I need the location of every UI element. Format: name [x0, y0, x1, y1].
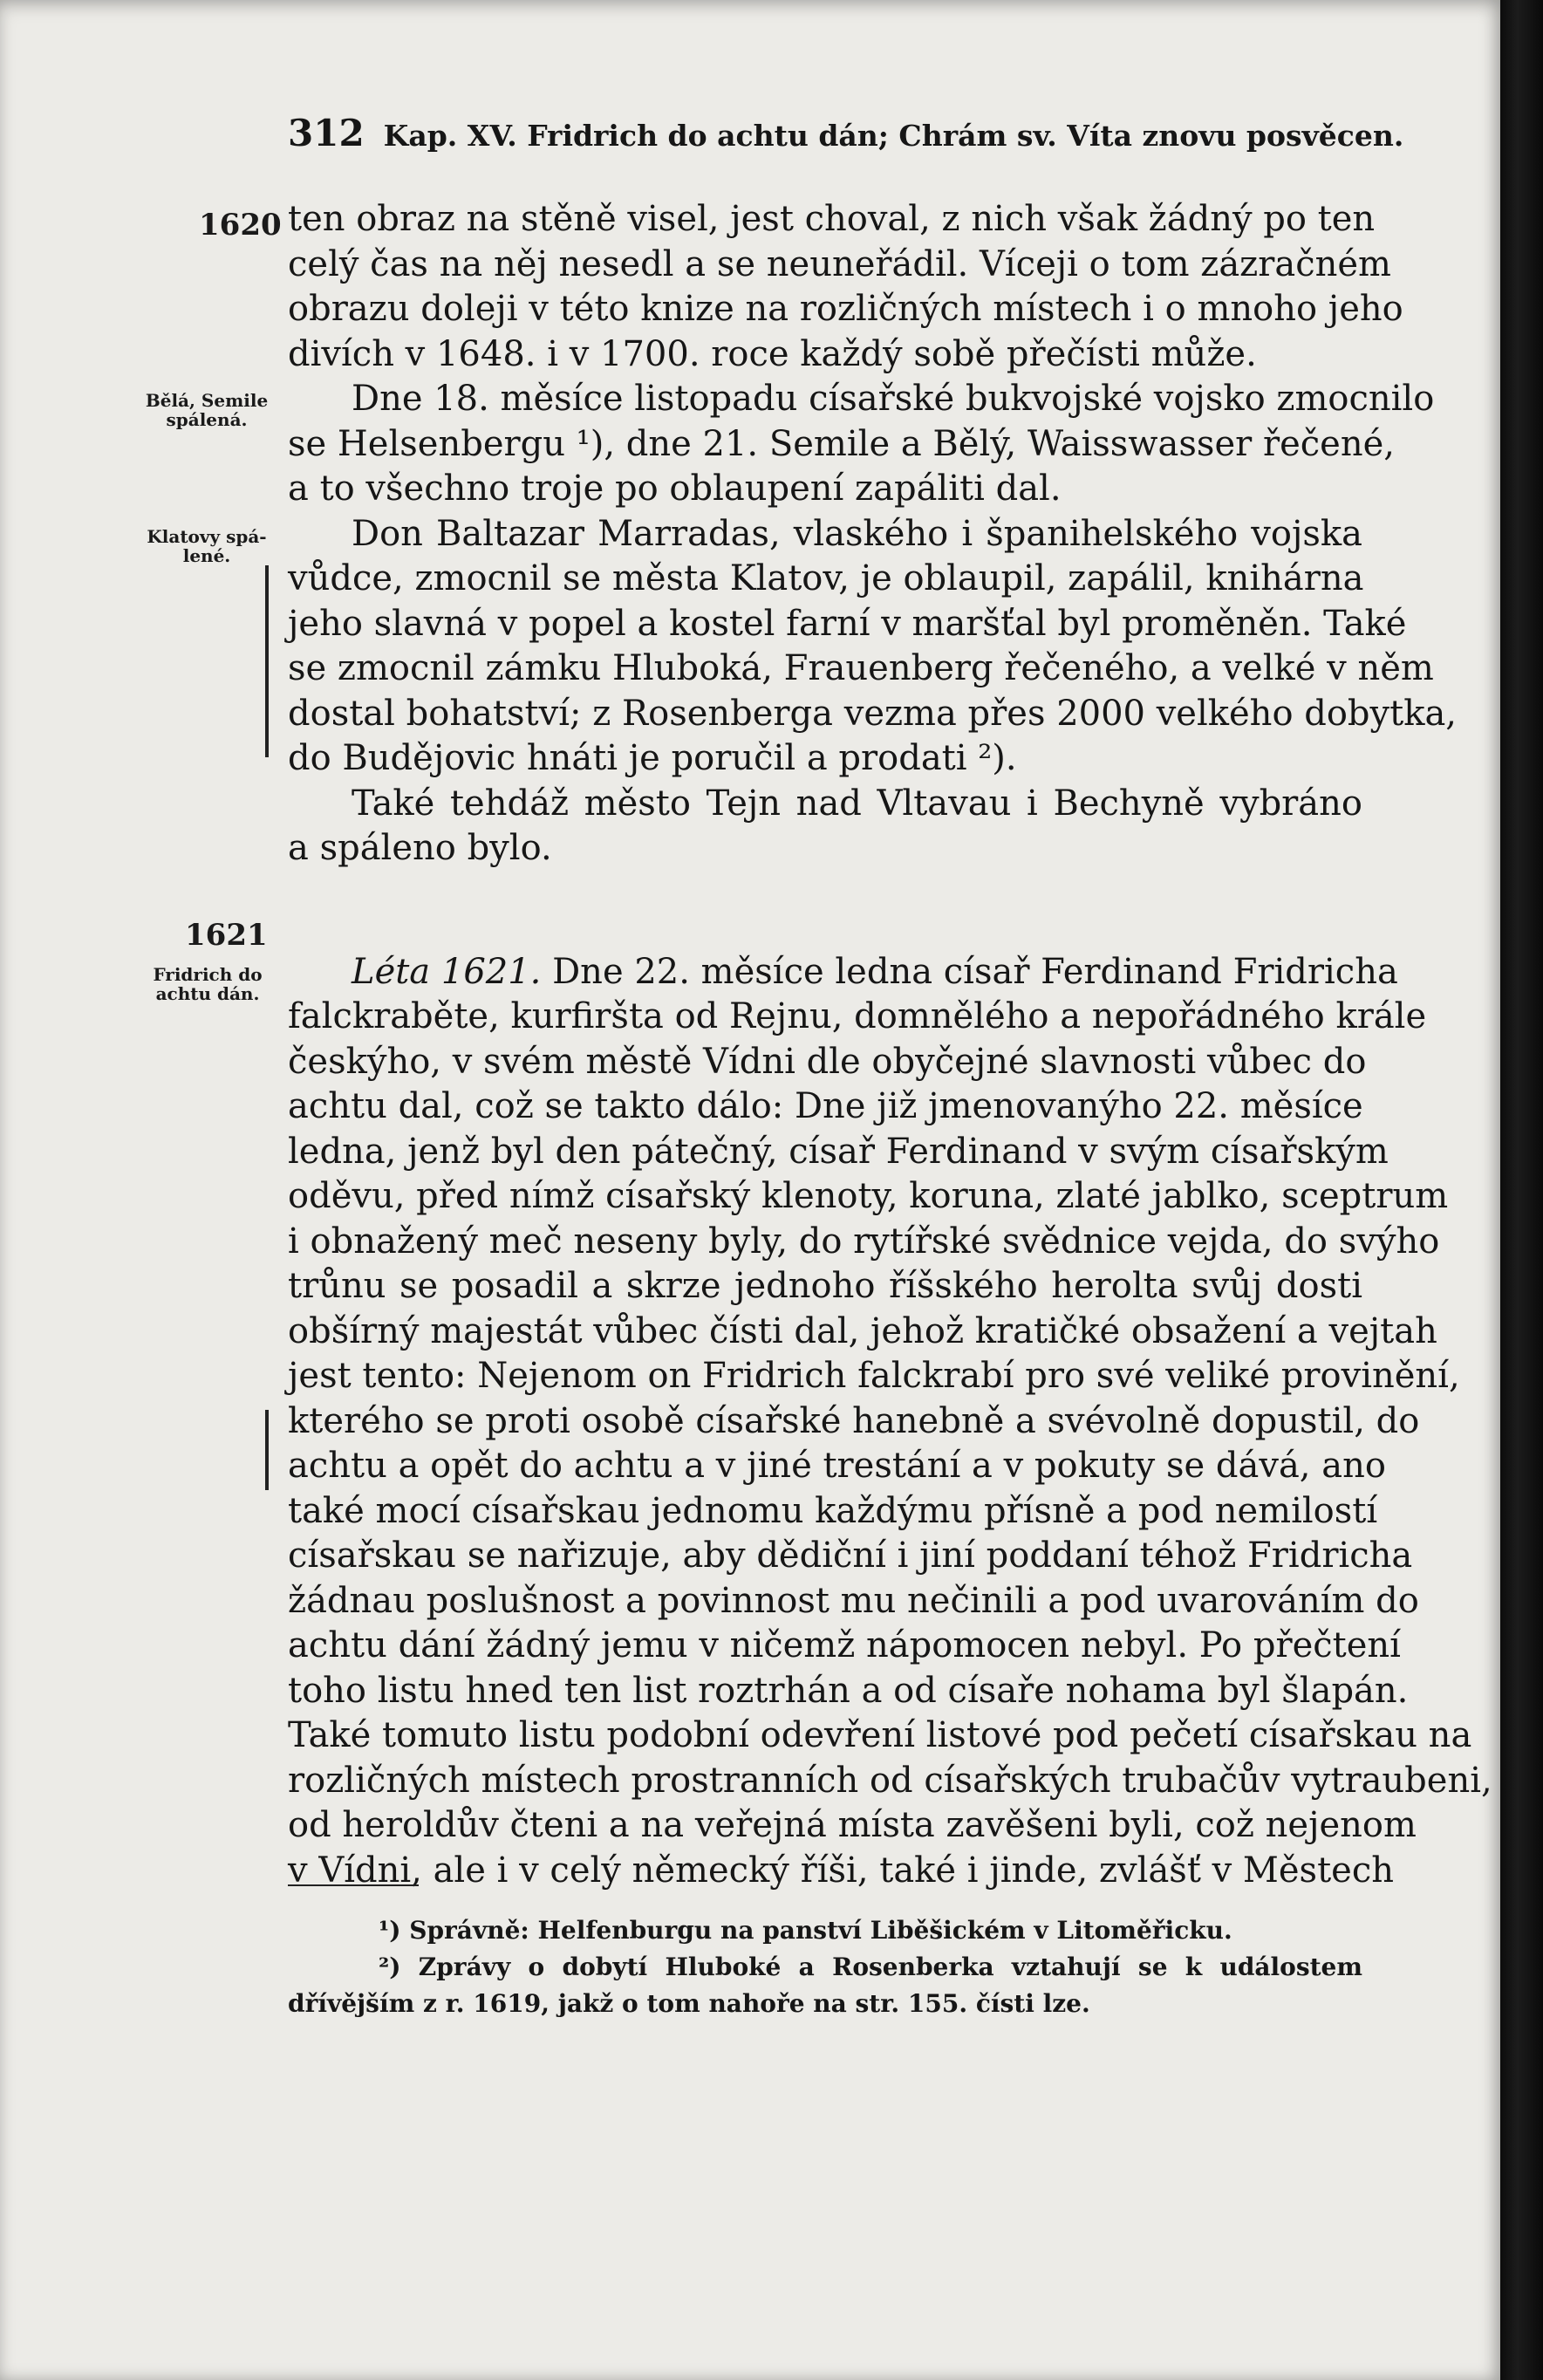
main-text	[288, 197, 1492, 1893]
running-header	[288, 112, 1404, 154]
margin-note-bela	[141, 391, 272, 429]
text-line: také mocí císařskau jednomu každýmu přísně a pod nemilostí	[288, 1490, 1378, 1531]
text-line: rozličných místech prostranních od císařských trubačův vytraubeni,	[288, 1760, 1492, 1801]
page-edge-shadow	[1500, 0, 1543, 2380]
text-line: od heroldův čteni a na veřejná místa zavěšeni byli, což nejenom	[288, 1805, 1417, 1845]
text-line: se zmocnil zámku Hluboká, Frauenberg řečeného, a velké v něm	[288, 648, 1434, 688]
text-line: a to všechno troje po oblaupení zapáliti dal.	[288, 468, 1062, 509]
text-line: kterého se proti osobě císařské hanebně a svévolně dopustil, do	[288, 1400, 1420, 1441]
margin-note-fridrich	[140, 965, 276, 1003]
footnote-2-continued: dřívějším z r. 1619, jakž o tom nahoře na str. 155. čísti lze.	[288, 1989, 1090, 2018]
text-line: achtu a opět do achtu a v jiné trestání a v pokuty se dává, ano	[288, 1446, 1386, 1486]
text-line: do Budějovic hnáti je poručil a prodati ²).	[288, 738, 1017, 778]
margin-note-bela-line1: Bělá, Semile	[145, 390, 269, 411]
text-line: ledna, jenž byl den pátečný, císař Ferdinand v svým císařským	[288, 1131, 1389, 1172]
text-line: se Helsenbergu ¹), dne 21. Semile a Bělý, Waisswasser řečené,	[288, 423, 1395, 464]
text-line: achtu dal, což se takto dálo: Dne již jmenovanýho 22. měsíce	[288, 1086, 1363, 1126]
text-line: obrazu doleji v této knize na rozličných místech i o mnoho jeho	[288, 289, 1403, 329]
text-line: jeho slavná v popel a kostel farní v maršťal byl proměněn. Také	[288, 603, 1407, 644]
text-line: dostal bohatství; z Rosenberga vezma přes 2000 velkého dobytka,	[288, 693, 1457, 734]
running-title: Kap. XV. Fridrich do achtu dán; Chrám sv. Víta znovu posvěcen.	[383, 119, 1404, 153]
text-line: obšírný majestát vůbec čísti dal, jehož kratičké obsažení a vejtah	[288, 1310, 1437, 1351]
text-line: vůdce, zmocnil se města Klatov, je oblaupil, zapálil, knihárna	[288, 558, 1364, 598]
text-line: žádnau poslušnost a povinnost mu nečinili a pod uvarováním do	[288, 1580, 1419, 1621]
text-line: českýho, v svém městě Vídni dle obyčejné slavnosti vůbec do	[288, 1041, 1367, 1082]
text-line: achtu dání žádný jemu v ničemž nápomocen nebyl. Po přečtení	[288, 1625, 1401, 1665]
margin-note-klatovy-line2: lené.	[182, 545, 231, 566]
margin-note-klatovy-line1: Klatovy spá-	[147, 526, 267, 547]
text-line: falckraběte, kurfiršta od Rejnu, domnělého a nepořádného krále	[288, 996, 1427, 1036]
margin-note-bela-line2: spálená.	[166, 409, 248, 430]
margin-note-fridrich-line2: achtu dán.	[155, 983, 260, 1004]
footnote-1: ¹) Správně: Helfenburgu na panství Liběšickém v Litoměřicku.	[379, 1916, 1232, 1945]
section-heading-year: Léta 1621.	[352, 951, 542, 992]
text-line: Dne 18. měsíce listopadu císařské bukvojské vojsko zmocnilo	[352, 379, 1435, 419]
text-line: Také tehdáž město Tejn nad Vltavau i Bechyně vybráno	[352, 783, 1362, 824]
text-line: Don Baltazar Marradas, vlaského i španihelského vojska	[352, 513, 1362, 554]
margin-mark-bar	[265, 565, 269, 757]
text-line: v Vídni, ale i v celý německý říši, také i jinde, zvlášť v Městech	[288, 1850, 1394, 1891]
footnote-separator	[288, 1884, 419, 1886]
text-line	[288, 950, 1398, 995]
text-line: toho listu hned ten list roztrhán a od císaře nohama byl šlapán.	[288, 1670, 1409, 1711]
text-line: divích v 1648. i v 1700. roce každý sobě přečísti může.	[288, 333, 1257, 374]
text-line: celý čas na něj nesedl a se neuneřádil. Víceji o tom zázračném	[288, 243, 1391, 284]
text-line: ten obraz na stěně visel, jest choval, z nich však žádný po ten	[288, 199, 1376, 239]
text-line: trůnu se posadil a skrze jednoho říšského herolta svůj dosti	[288, 1266, 1362, 1306]
text-line: císařskau se nařizuje, aby dědiční i jiní poddaní téhož Fridricha	[288, 1535, 1413, 1576]
text-line: oděvu, před nímž císařský klenoty, koruna, zlaté jablko, sceptrum	[288, 1176, 1449, 1216]
page-number: 312	[288, 112, 365, 154]
text-line: i obnažený meč neseny byly, do rytířské svědnice vejda, do svýho	[288, 1221, 1440, 1262]
margin-year-1620: 1620	[199, 208, 282, 243]
margin-mark-bar	[265, 1410, 269, 1490]
text-line: Také tomuto listu podobní odevření listové pod pečetí císařskau na	[288, 1715, 1472, 1755]
footnotes	[288, 1912, 1362, 2022]
margin-note-fridrich-line1: Fridrich do	[153, 964, 263, 985]
margin-year-1621: 1621	[185, 918, 268, 953]
text-line-rest: Dne 22. měsíce ledna císař Ferdinand Fridricha	[552, 951, 1398, 992]
text-line: jest tento: Nejenom on Fridrich falckrabí pro své veliké provinění,	[288, 1356, 1460, 1396]
text-line: a spáleno bylo.	[288, 828, 552, 868]
footnote-2: ²) Zprávy o dobytí Hluboké a Rosenberka vztahují se k událostem	[379, 1953, 1362, 1981]
margin-note-klatovy	[141, 527, 272, 565]
